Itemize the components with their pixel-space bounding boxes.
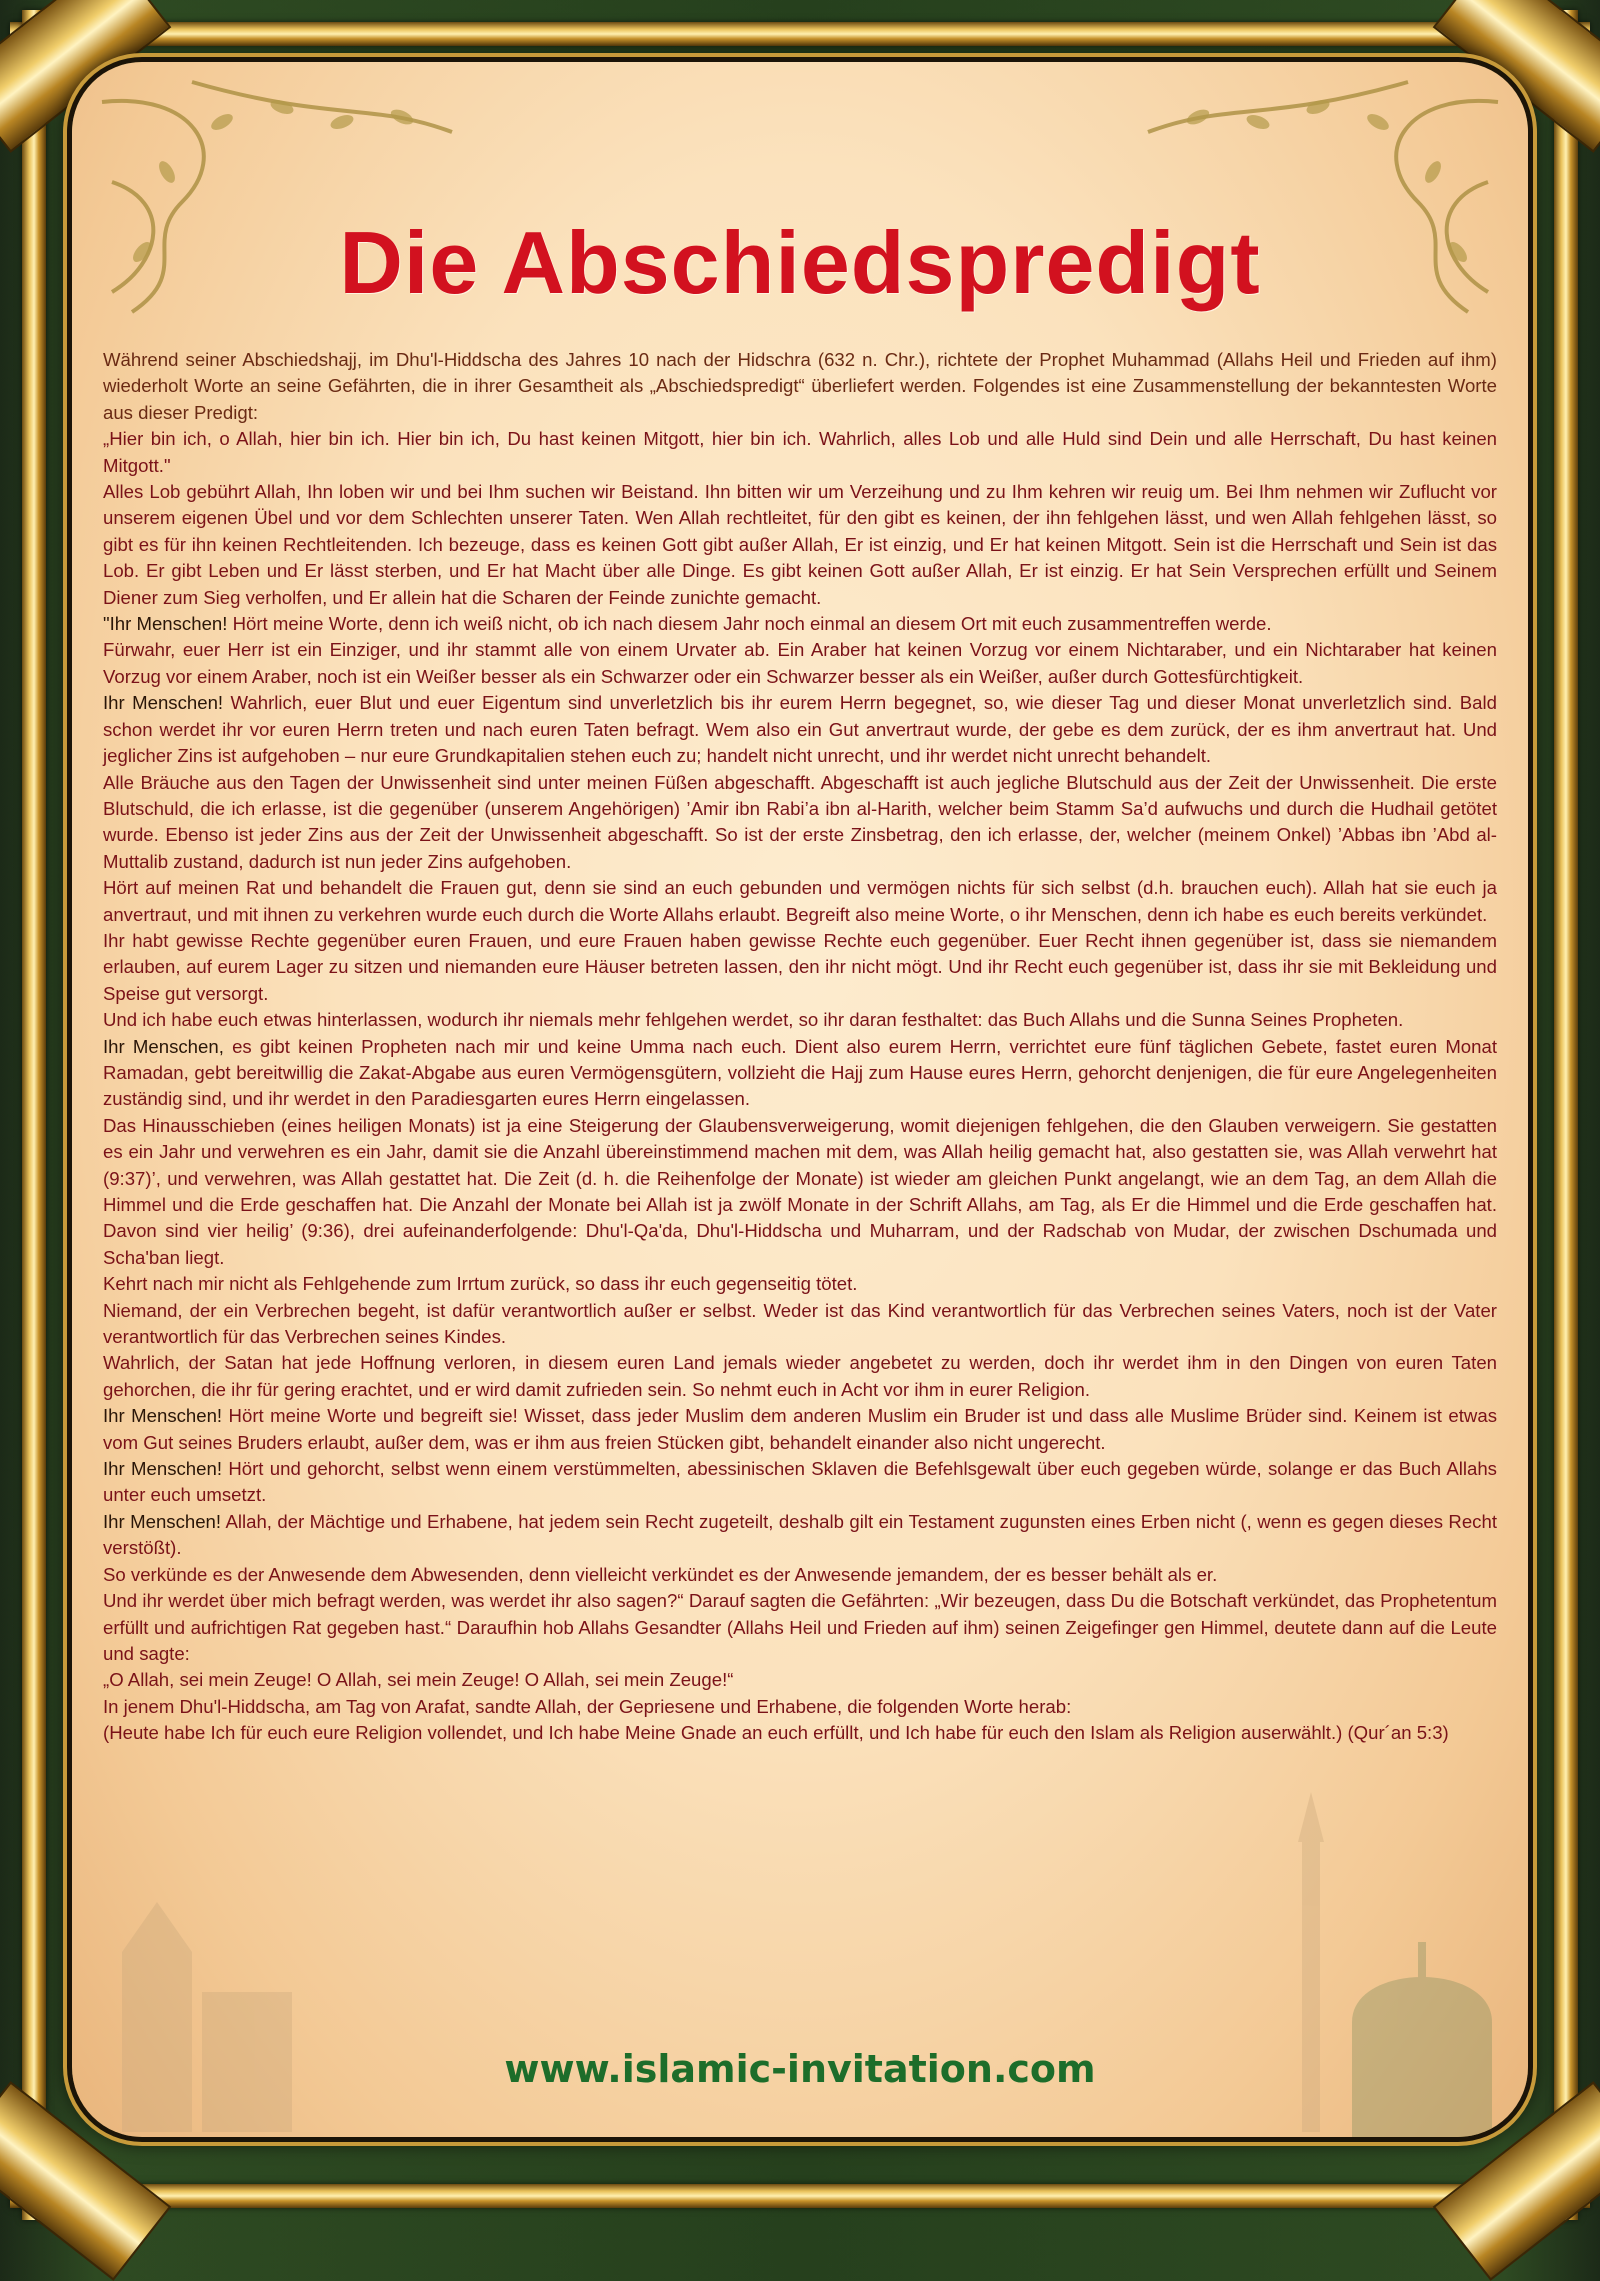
sermon-paragraph xyxy=(103,1034,1497,1113)
paragraph-text: Alles Lob gebührt Allah, Ihn loben wir und bei Ihm suchen wir Beistand. Ihn bitten wir um Verzeihung und zu Ihm kehren wir reuig um. Bei Ihm nehmen wir Zuflucht vor unserem eigenen Übel und vor dem Schlechten unserer Taten. Wen Allah rechtleitet, für den gibt es keinen, der ihn fehlgehen lässt, und wen Allah fehlgehen lässt, so gibt es für ihn keinen Rechtleitenden. Ich bezeuge, dass es keinen Gott gibt außer Allah, Er ist einzig, und Er hat keinen Mitgott. Sein ist die Herrschaft und Sein ist das Lob. Er gibt Leben und Er lässt sterben, und Er hat Macht über alle Dinge. Es gibt keinen Gott außer Allah, Er ist einzig. Er hat Sein Versprechen erfüllt und Seinem Diener zum Sieg verholfen, und Er allein hat die Scharen der Feinde zunichte gemacht. xyxy=(103,481,1497,608)
sermon-paragraph xyxy=(103,875,1497,928)
paragraph-text: Fürwahr, euer Herr ist ein Einziger, und ihr stammt alle von einem Urvater ab. Ein Araber hat keinen Vorzug vor einem Nichtaraber, und ein Nichtaraber hat keinen Vorzug vor einem Araber, noch ist ein Weißer besser als ein Schwarzer oder ein Schwarzer besser als ein Weißer, außer durch Gottesfürchtigkeit. xyxy=(103,639,1497,687)
paragraph-text: Hört auf meinen Rat und behandelt die Frauen gut, denn sie sind an euch gebunden und vermögen nichts für sich selbst (d.h. brauchen euch). Allah hat sie euch ja anvertraut, und mit ihnen zu verkehren wurde euch durch die Worte Allahs erlaubt. Begreift also meine Worte, o ihr Menschen, denn ich habe es euch bereits verkündet. xyxy=(103,877,1497,925)
sermon-paragraph xyxy=(103,690,1497,769)
paragraph-text: In jenem Dhu'l-Hiddscha, am Tag von Arafat, sandte Allah, der Gepriesene und Erhabene, die folgenden Worte herab: xyxy=(103,1695,1072,1717)
sermon-paragraph xyxy=(103,1694,1497,1720)
paragraph-lead: "Ihr Menschen! xyxy=(103,613,228,635)
paragraph-text: Während seiner Abschiedshajj, im Dhu'l-Hiddscha des Jahres 10 nach der Hidschra (632 n. Chr.), richtete der Prophet Muhammad (Allahs Heil und Frieden auf ihm) wiederholt Worte an seine Gefährten, die in ihrer Gesamtheit als „Abschiedspredigt“ überliefert werden. Folgendes ist eine Zusammenstellung der bekanntesten Worte aus dieser Predigt: xyxy=(103,349,1497,423)
frame-left-rail xyxy=(22,10,46,2220)
sermon-text xyxy=(103,347,1497,1747)
sermon-paragraph xyxy=(103,1720,1497,1746)
paragraph-text: So verkünde es der Anwesende dem Abwesenden, denn vielleicht verkündet es der Anwesende jemandem, der es besser behält als er. xyxy=(103,1563,1218,1585)
sermon-paragraph xyxy=(103,1350,1497,1403)
frame-bottom-rail xyxy=(10,2184,1590,2208)
paragraph-lead: Ihr Menschen! xyxy=(103,692,224,714)
paragraph-text: es gibt keinen Propheten nach mir und keine Umma nach euch. Dient also eurem Herrn, verrichtet eure fünf täglichen Gebete, fastet euren Monat Ramadan, gebt bereitwillig die Zakat-Abgabe aus euren Vermögensgütern, vollzieht die Hajj zum Hause eures Herrn, gehorcht denjenigen, die für eure Angelegenheiten zuständig sind, und ihr werdet in den Paradiesgarten eures Herrn eingelassen. xyxy=(103,1035,1497,1110)
paragraph-text: Alle Bräuche aus den Tagen der Unwissenheit sind unter meinen Füßen abgeschafft. Abgeschafft ist auch jegliche Blutschuld aus der Zeit der Unwissenheit. Die erste Blutschuld, die ich erlasse, ist die gegenüber (unserem Angehörigen) ’Amir ibn Rabi’a ibn al-Harith, welcher beim Stamm Sa’d aufwuchs und durch die Hudhail getötet wurde. Ebenso ist jeder Zins aus der Zeit der Unwissenheit abgeschafft. So ist der erste Zinsbetrag, den ich erlasse, der, welcher (meinem Onkel) ’Abbas ibn ’Abd al-Muttalib zustand, dadurch ist nun jeder Zins aufgehoben. xyxy=(103,771,1497,872)
page-title: Die Abschiedspredigt xyxy=(339,213,1261,312)
sermon-paragraph xyxy=(103,1113,1497,1271)
frame-top-rail xyxy=(10,22,1590,46)
footer-url: www.islamic-invitation.com xyxy=(504,2047,1096,2091)
sermon-paragraph xyxy=(103,611,1497,637)
sermon-paragraph xyxy=(103,770,1497,876)
parchment-panel xyxy=(72,62,1528,2137)
paragraph-lead: Ihr Menschen! xyxy=(103,1458,222,1480)
paragraph-text: Hört meine Worte und begreift sie! Wisset, dass jeder Muslim dem anderen Muslim ein Bruder ist und dass alle Muslime Brüder sind. Keinem ist etwas vom Gut seines Bruders erlaubt, außer dem, was er ihm aus freien Stücken gibt, behandelt einander also nicht ungerecht. xyxy=(103,1405,1497,1453)
sermon-paragraph xyxy=(103,1456,1497,1509)
sermon-paragraph xyxy=(103,1403,1497,1456)
paragraph-text: (Heute habe Ich für euch eure Religion vollendet, und Ich habe Meine Gnade an euch erfüllt, und Ich habe für euch den Islam als Religion auserwählt.) (Qur´an 5:3) xyxy=(103,1722,1449,1744)
paragraph-text: Allah, der Mächtige und Erhabene, hat jedem sein Recht zugeteilt, deshalb gilt ein Testament zugunsten eines Erben nicht (, wenn es gegen dieses Recht verstößt). xyxy=(103,1510,1497,1559)
sermon-paragraph xyxy=(103,928,1497,1007)
paragraph-text: Hört meine Worte, denn ich weiß nicht, ob ich nach diesem Jahr noch einmal an diesem Ort mit euch zusammentreffen werde. xyxy=(227,613,1272,635)
sermon-paragraph xyxy=(103,1298,1497,1351)
sermon-paragraph xyxy=(103,1562,1497,1588)
sermon-paragraph xyxy=(103,1271,1497,1297)
sermon-paragraph xyxy=(103,1509,1497,1562)
sermon-paragraph xyxy=(103,1588,1497,1667)
sermon-paragraph xyxy=(103,637,1497,690)
paragraph-text: „Hier bin ich, o Allah, hier bin ich. Hier bin ich, Du hast keinen Mitgott, hier bin ich. Wahrlich, alles Lob und alle Huld sind Dein und alle Herrschaft, Du hast keinen Mitgott." xyxy=(103,428,1497,476)
paragraph-text: Und ich habe euch etwas hinterlassen, wodurch ihr niemals mehr fehlgehen werdet, so ihr daran festhaltet: das Buch Allahs und die Sunna Seines Propheten. xyxy=(103,1009,1404,1031)
paragraph-text: „O Allah, sei mein Zeuge! O Allah, sei mein Zeuge! O Allah, sei mein Zeuge!“ xyxy=(103,1669,734,1691)
paragraph-text: Wahrlich, der Satan hat jede Hoffnung verloren, in diesem euren Land jemals wieder angebetet zu werden, doch ihr werdet ihm in den Dingen von euren Taten gehorchen, die ihr für gering erachtet, und er wird damit zufrieden sein. So nehmt euch in Acht vor ihm in eurer Religion. xyxy=(103,1352,1497,1400)
paragraph-text: Das Hinausschieben (eines heiligen Monats) ist ja eine Steigerung der Glaubensverweigerung, womit diejenigen fehlgehen, die den Glauben verweigern. Sie gestatten es ein Jahr und verwehren es ein Jahr, damit sie die Anzahl übereinstimmend machen mit dem, was Allah heilig gemacht hat, also gestatten sie, was Allah verwehrt hat (9:37)’, und verwehren, was Allah gestattet hat. Die Zeit (d. h. die Reihenfolge der Monate) ist wieder am gleichen Punkt angelangt, wie an dem Tag, an dem Allah die Himmel und die Erde geschaffen hat. Die Anzahl der Monate bei Allah ist ja zwölf Monate in der Schrift Allahs, am Tag, als Er die Himmel und die Erde geschaffen hat. Davon sind vier heilig’ (9:36), drei aufeinanderfolgende: Dhu'l-Qa'da, Dhu'l-Hiddscha und Muharram, und der Radschab von Mudar, der zwischen Dschumada und Scha'ban liegt. xyxy=(103,1114,1497,1268)
sermon-paragraph xyxy=(103,1667,1497,1693)
sermon-paragraph xyxy=(103,1007,1497,1033)
sermon-paragraph xyxy=(103,479,1497,611)
paragraph-text: Und ihr werdet über mich befragt werden, was werdet ihr also sagen?“ Darauf sagten die Gefährten: „Wir bezeugen, dass Du die Botschaft verkündet, das Prophetentum erfüllt und aufrichtigen Rat gegeben hast.“ Daraufhin hob Allahs Gesandter (Allahs Heil und Frieden auf ihm) seinen Zeigefinger gen Himmel, deutete dann auf die Leute und sagte: xyxy=(103,1590,1497,1664)
paragraph-text: Niemand, der ein Verbrechen begeht, ist dafür verantwortlich außer er selbst. Weder ist das Kind verantwortlich für das Verbrechen seines Vaters, noch ist der Vater verantwortlich für das Verbrechen seines Kindes. xyxy=(103,1299,1497,1348)
frame-right-rail xyxy=(1554,10,1578,2220)
paragraph-lead: Ihr Menschen, xyxy=(103,1035,224,1057)
paragraph-lead: Ihr Menschen! xyxy=(103,1405,223,1427)
sermon-paragraph xyxy=(103,426,1497,479)
paragraph-text: Kehrt nach mir nicht als Fehlgehende zum Irrtum zurück, so dass ihr euch gegenseitig tötet. xyxy=(103,1273,858,1295)
paragraph-text: Wahrlich, euer Blut und euer Eigentum sind unverletzlich bis ihr eurem Herrn begegnet, so, wie dieser Tag und dieser Monat unverletzlich sind. Bald schon werdet ihr vor euren Herrn treten und nach euren Taten befragt. Wem also ein Gut anvertraut wurde, der gebe es dem zurück, der es ihm anvertraut hat. Und jeglicher Zins ist aufgehoben – nur eure Grundkapitalien stehen euch zu; handelt nicht unrecht, und ihr werdet nicht unrecht behandelt. xyxy=(103,692,1497,767)
sermon-paragraph xyxy=(103,347,1497,426)
paragraph-text: Ihr habt gewisse Rechte gegenüber euren Frauen, und eure Frauen haben gewisse Rechte euch gegenüber. Euer Recht ihnen gegenüber ist, dass sie niemandem erlauben, auf eurem Lager zu sitzen und niemanden eure Häuser betreten lassen, den ihr nicht mögt. Und ihr Recht euch gegenüber ist, dass ihr sie mit Bekleidung und Speise gut versorgt. xyxy=(103,929,1497,1004)
paragraph-lead: Ihr Menschen! xyxy=(103,1510,222,1532)
paragraph-text: Hört und gehorcht, selbst wenn einem verstümmelten, abessinischen Sklaven die Befehlsgewalt über euch gegeben würde, solange er das Buch Allahs unter euch umsetzt. xyxy=(103,1458,1497,1506)
